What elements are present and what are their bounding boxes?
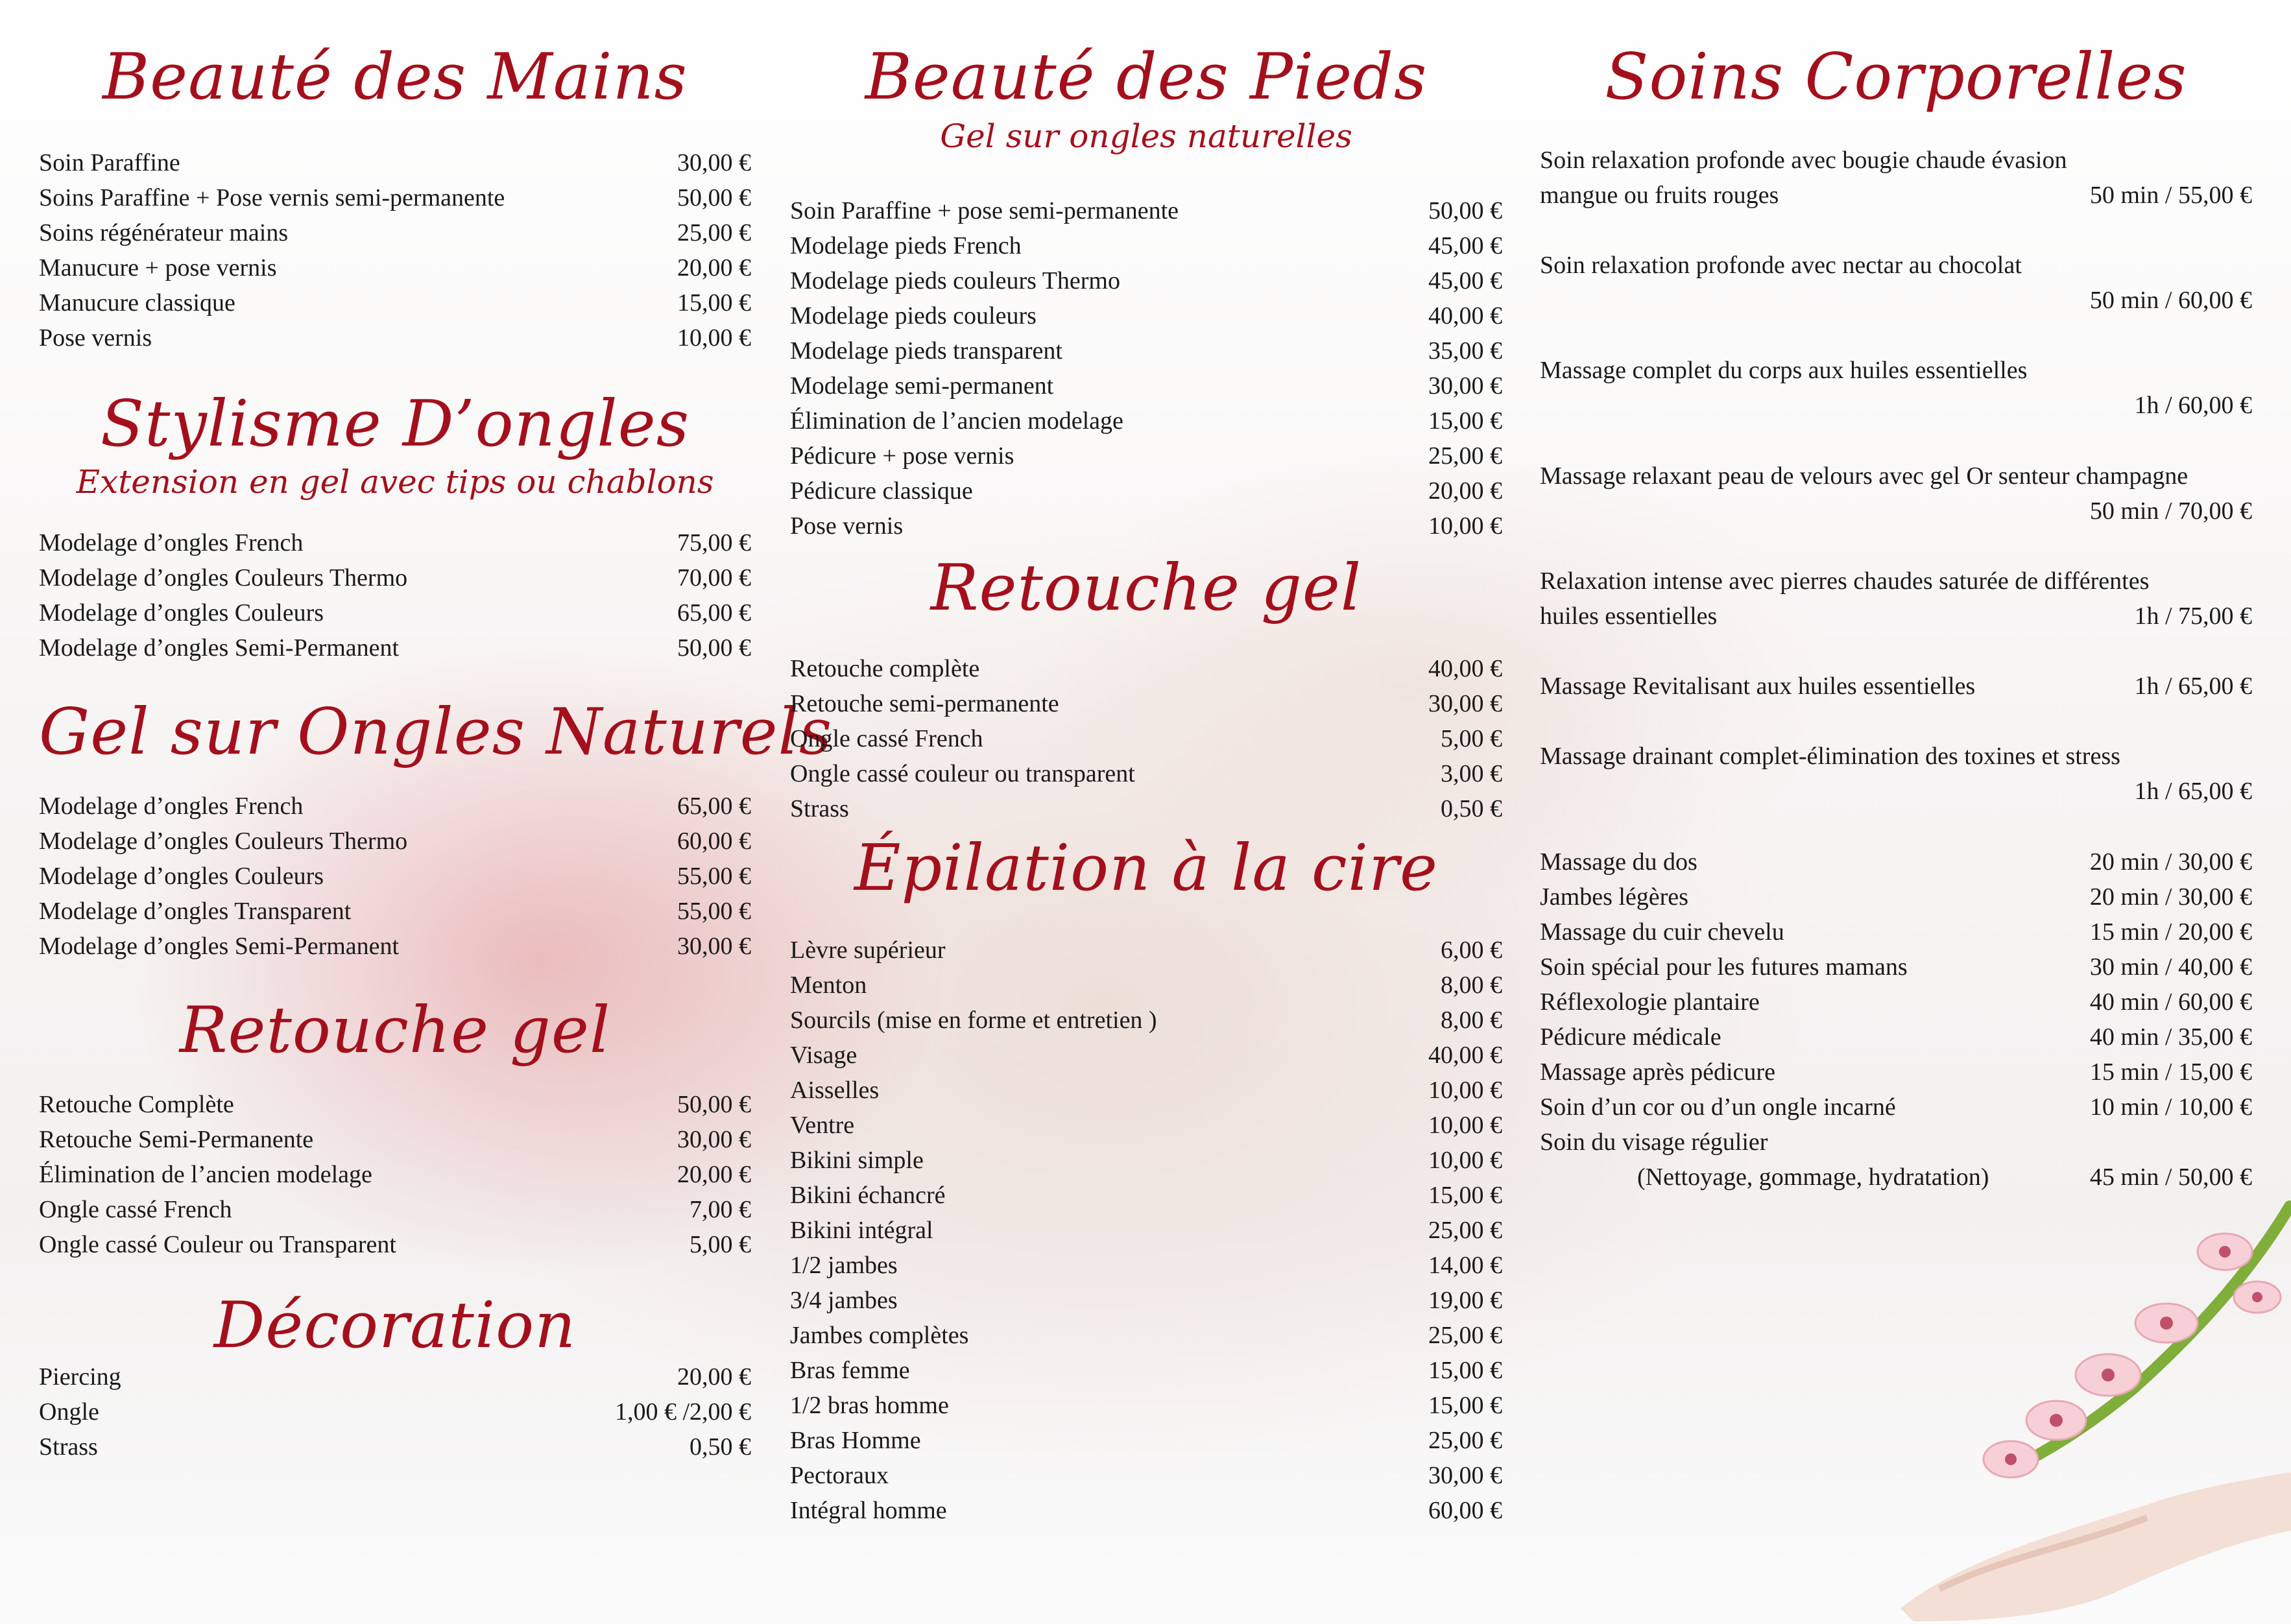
service-label: Jambes légères xyxy=(1540,883,1688,911)
service-price: 20,00 € xyxy=(677,1363,751,1391)
price-row xyxy=(790,1353,1502,1388)
price-row xyxy=(790,333,1502,368)
service-price: 30 min / 40,00 € xyxy=(2089,953,2252,981)
price-row xyxy=(1540,985,2252,1020)
service-label: Modelage d’ongles French xyxy=(39,793,304,820)
price-row xyxy=(1540,844,2252,879)
service-price: 15,00 € xyxy=(1428,1392,1502,1419)
service-price: 40,00 € xyxy=(1428,655,1502,682)
section-subtitle-pieds: Gel sur ongles naturelles xyxy=(940,117,1352,155)
section-title-retouche: Retouche gel xyxy=(179,994,611,1068)
service-price: 20,00 € xyxy=(1428,477,1502,505)
service-price: 40,00 € xyxy=(1428,1042,1502,1069)
service-price: 1h / 75,00 € xyxy=(2134,603,2252,630)
service-entry xyxy=(1540,353,2252,423)
price-row xyxy=(39,145,751,180)
service-label: Modelage d’ongles Transparent xyxy=(39,898,352,925)
service-label: Visage xyxy=(790,1042,858,1069)
service-price: 10,00 € xyxy=(1428,1077,1502,1104)
service-price: 1h / 65,00 € xyxy=(2134,778,2252,805)
price-row xyxy=(790,651,1502,686)
price-row xyxy=(790,1143,1502,1178)
price-row xyxy=(39,525,751,560)
service-label: Ventre xyxy=(790,1112,855,1139)
price-row xyxy=(790,686,1502,721)
service-label: 1/2 bras homme xyxy=(790,1392,949,1419)
list-decoration xyxy=(39,1359,751,1464)
service-price: 20,00 € xyxy=(677,1161,751,1188)
service-label: Massage après pédicure xyxy=(1540,1058,1775,1086)
service-label: Soins Paraffine + Pose vernis semi-permanente xyxy=(39,184,505,211)
service-price: 50,00 € xyxy=(677,634,751,662)
price-row xyxy=(790,298,1502,333)
service-price: 25,00 € xyxy=(1428,1322,1502,1349)
price-row xyxy=(790,791,1502,826)
service-label-cont: (Nettoyage, gommage, hydratation) xyxy=(1637,1164,1989,1191)
service-entry xyxy=(1540,248,2252,318)
price-row xyxy=(39,250,751,285)
service-price: 55,00 € xyxy=(677,863,751,890)
service-label: 1/2 jambes xyxy=(790,1252,898,1279)
price-row xyxy=(790,1213,1502,1248)
list-gel xyxy=(39,789,751,964)
price-row xyxy=(790,403,1502,438)
service-entry xyxy=(1540,143,2252,213)
service-label: Soin relaxation profonde avec bougie chaude évasion xyxy=(1540,147,2067,174)
service-label: Élimination de l’ancien modelage xyxy=(39,1161,372,1188)
service-label: Retouche semi-permanente xyxy=(790,690,1059,717)
service-price: 45,00 € xyxy=(1428,232,1502,259)
service-price: 15 min / 20,00 € xyxy=(2089,918,2252,946)
service-label: Élimination de l’ancien modelage xyxy=(790,407,1123,435)
price-row xyxy=(39,1394,751,1429)
price-row xyxy=(790,473,1502,508)
price-row xyxy=(39,1429,751,1464)
price-row xyxy=(1540,914,2252,949)
service-price: 3,00 € xyxy=(1441,760,1502,787)
service-price: 15,00 € xyxy=(1428,1182,1502,1209)
service-price: 60,00 € xyxy=(677,828,751,855)
service-label: Soin Paraffine + pose semi-permanente xyxy=(790,197,1179,224)
service-label: Ongle cassé couleur ou transparent xyxy=(790,760,1135,787)
service-price: 50,00 € xyxy=(677,184,751,211)
service-price: 75,00 € xyxy=(677,529,751,556)
section-title-soins: Soins Corporelles xyxy=(1605,40,2187,114)
service-label: Aisselles xyxy=(790,1077,880,1104)
service-price: 30,00 € xyxy=(1428,1462,1502,1489)
service-price: 40,00 € xyxy=(1428,302,1502,329)
service-price: 50,00 € xyxy=(1428,197,1502,224)
service-price: 45 min / 50,00 € xyxy=(2089,1164,2252,1191)
price-row xyxy=(1540,1055,2252,1090)
service-label: Modelage pieds couleurs Thermo xyxy=(790,267,1120,294)
service-price: 30,00 € xyxy=(677,933,751,960)
service-label-cont: mangue ou fruits rouges xyxy=(1540,182,1779,209)
service-price: 10 min / 10,00 € xyxy=(2089,1093,2252,1121)
service-price: 15,00 € xyxy=(1428,1357,1502,1384)
orchid-hand-illustration xyxy=(1862,1193,2291,1621)
price-row xyxy=(39,560,751,595)
service-price: 1,00 € /2,00 € xyxy=(614,1398,751,1426)
service-price: 50,00 € xyxy=(677,1091,751,1118)
service-label: Lèvre supérieur xyxy=(790,937,946,964)
price-row xyxy=(790,1283,1502,1318)
service-entry xyxy=(1540,564,2252,634)
price-row xyxy=(39,824,751,859)
service-price: 40 min / 60,00 € xyxy=(2089,988,2252,1016)
price-row xyxy=(39,1157,751,1192)
price-row xyxy=(790,1423,1502,1458)
price-row xyxy=(790,193,1502,228)
price-row xyxy=(1540,1090,2252,1125)
service-price: 0,50 € xyxy=(690,1433,751,1461)
price-row xyxy=(790,1318,1502,1353)
service-entry xyxy=(1540,739,2252,809)
section-title-epilation: Épilation à la cire xyxy=(854,831,1438,905)
price-row xyxy=(39,1227,751,1262)
price-row xyxy=(39,285,751,320)
service-label: Pose vernis xyxy=(790,512,904,540)
service-price: 20 min / 30,00 € xyxy=(2089,848,2252,876)
price-row xyxy=(39,630,751,665)
price-row xyxy=(39,894,751,929)
section-title-gel: Gel sur Ongles Naturels xyxy=(39,695,833,769)
service-price: 15 min / 15,00 € xyxy=(2089,1058,2252,1086)
price-row xyxy=(39,215,751,250)
list-pieds xyxy=(790,193,1502,543)
price-row xyxy=(790,1003,1502,1038)
service-label: Modelage pieds transparent xyxy=(790,337,1062,364)
service-label: Modelage d’ongles French xyxy=(39,529,304,556)
service-label: Jambes complètes xyxy=(790,1322,969,1349)
service-price: 50 min / 70,00 € xyxy=(2089,497,2252,525)
service-price: 15,00 € xyxy=(677,289,751,316)
service-label: Strass xyxy=(790,795,849,822)
service-label: Soin Paraffine xyxy=(39,149,180,176)
service-price: 10,00 € xyxy=(677,324,751,352)
service-label: Modelage d’ongles Couleurs xyxy=(39,863,324,890)
service-label: 3/4 jambes xyxy=(790,1287,898,1314)
service-price: 25,00 € xyxy=(677,219,751,246)
service-price: 65,00 € xyxy=(677,599,751,627)
service-price: 25,00 € xyxy=(1428,1217,1502,1244)
service-label: Manucure + pose vernis xyxy=(39,254,277,281)
service-label: Modelage semi-permanent xyxy=(790,372,1054,400)
service-label: Bikini intégral xyxy=(790,1217,933,1244)
service-label: Modelage d’ongles Semi-Permanent xyxy=(39,634,400,662)
service-label: Ongle cassé French xyxy=(790,725,983,752)
price-row xyxy=(39,1192,751,1227)
service-label: Ongle cassé Couleur ou Transparent xyxy=(39,1231,396,1258)
service-label: Massage relaxant peau de velours avec gel Or senteur champagne xyxy=(1540,462,2189,490)
service-price: 10,00 € xyxy=(1428,512,1502,540)
service-label: Massage du dos xyxy=(1540,848,1697,876)
service-price: 25,00 € xyxy=(1428,442,1502,470)
service-label-cont: huiles essentielles xyxy=(1540,603,1718,630)
price-row xyxy=(39,929,751,964)
service-price: 0,50 € xyxy=(1441,795,1502,822)
service-label: Manucure classique xyxy=(39,289,235,316)
price-row xyxy=(790,438,1502,473)
price-row xyxy=(39,1359,751,1394)
price-row xyxy=(39,859,751,894)
service-price: 40 min / 35,00 € xyxy=(2089,1023,2252,1051)
service-price: 30,00 € xyxy=(1428,372,1502,400)
service-label: Modelage pieds couleurs xyxy=(790,302,1037,329)
price-row xyxy=(39,789,751,824)
section-title-stylisme: Stylisme D’ongles xyxy=(100,387,690,461)
service-price: 30,00 € xyxy=(677,149,751,176)
price-row xyxy=(790,1073,1502,1108)
service-label: Piercing xyxy=(39,1363,121,1391)
service-label: Massage drainant complet-élimination des toxines et stress xyxy=(1540,743,2120,770)
service-price: 5,00 € xyxy=(1441,725,1502,752)
service-price: 20,00 € xyxy=(677,254,751,281)
service-label: Bras Homme xyxy=(790,1427,921,1454)
service-label: Bikini échancré xyxy=(790,1182,946,1209)
price-row xyxy=(790,933,1502,968)
list-mains xyxy=(39,145,751,355)
service-label: Intégral homme xyxy=(790,1497,947,1524)
price-row xyxy=(790,756,1502,791)
list-epilation xyxy=(790,933,1502,1528)
service-label: Menton xyxy=(790,972,867,999)
section-title-decoration: Décoration xyxy=(213,1289,577,1363)
service-label: Pédicure classique xyxy=(790,477,973,505)
list-retouche xyxy=(39,1087,751,1262)
service-price: 8,00 € xyxy=(1441,1007,1502,1034)
price-row xyxy=(39,595,751,630)
section-title-mains: Beauté des Mains xyxy=(102,40,688,114)
service-label: Bikini simple xyxy=(790,1147,924,1174)
service-label: Pose vernis xyxy=(39,324,152,352)
service-price: 6,00 € xyxy=(1441,937,1502,964)
price-row xyxy=(790,1388,1502,1423)
price-row xyxy=(790,1108,1502,1143)
price-row xyxy=(790,228,1502,263)
service-price: 65,00 € xyxy=(677,793,751,820)
service-label: Massage du cuir chevelu xyxy=(1540,918,1784,946)
price-row xyxy=(790,968,1502,1003)
section-title-retouche-pieds: Retouche gel xyxy=(930,551,1362,625)
service-price: 14,00 € xyxy=(1428,1252,1502,1279)
price-row xyxy=(1540,949,2252,985)
price-row xyxy=(1540,1020,2252,1055)
service-label: Strass xyxy=(39,1433,98,1461)
service-label: Modelage d’ongles Semi-Permanent xyxy=(39,933,400,960)
service-label: Bras femme xyxy=(790,1357,910,1384)
service-label: Modelage d’ongles Couleurs xyxy=(39,599,324,627)
price-row xyxy=(790,1458,1502,1493)
service-label: Retouche complète xyxy=(790,655,980,682)
service-label: Massage Revitalisant aux huiles essentielles xyxy=(1540,673,1976,700)
service-price: 10,00 € xyxy=(1428,1112,1502,1139)
service-price: 45,00 € xyxy=(1428,267,1502,294)
service-label: Pédicure médicale xyxy=(1540,1023,1721,1051)
list-stylisme xyxy=(39,525,751,665)
service-label: Modelage pieds French xyxy=(790,232,1022,259)
service-price: 19,00 € xyxy=(1428,1287,1502,1314)
service-label: Relaxation intense avec pierres chaudes saturée de différentes xyxy=(1540,567,2150,595)
price-row xyxy=(790,508,1502,543)
service-label: Ongle cassé French xyxy=(39,1196,232,1223)
price-row xyxy=(790,1248,1502,1283)
service-label: Pectoraux xyxy=(790,1462,889,1489)
service-label: Soin du visage régulier xyxy=(1540,1128,1768,1156)
service-price: 30,00 € xyxy=(1428,690,1502,717)
service-label: Soins régénérateur mains xyxy=(39,219,289,246)
service-label: Soin spécial pour les futures mamans xyxy=(1540,953,1908,981)
service-price: 1h / 60,00 € xyxy=(2134,392,2252,419)
service-price: 35,00 € xyxy=(1428,337,1502,364)
service-label: Modelage d’ongles Couleurs Thermo xyxy=(39,828,408,855)
list-retouche-pieds xyxy=(790,651,1502,826)
service-label: Retouche Semi-Permanente xyxy=(39,1126,314,1153)
service-price: 5,00 € xyxy=(690,1231,751,1258)
service-label: Retouche Complète xyxy=(39,1091,234,1118)
service-label: Modelage d’ongles Couleurs Thermo xyxy=(39,564,408,591)
service-price: 8,00 € xyxy=(1441,972,1502,999)
service-entry xyxy=(1540,1125,2252,1195)
service-label: Soin d’un cor ou d’un ongle incarné xyxy=(1540,1093,1896,1121)
price-row xyxy=(790,721,1502,756)
service-label: Pédicure + pose vernis xyxy=(790,442,1014,470)
service-price: 50 min / 55,00 € xyxy=(2089,182,2252,209)
service-price: 1h / 65,00 € xyxy=(2134,673,2252,700)
section-title-pieds: Beauté des Pieds xyxy=(865,40,1428,114)
price-row xyxy=(790,263,1502,298)
service-label: Sourcils (mise en forme et entretien ) xyxy=(790,1007,1157,1034)
price-row xyxy=(790,368,1502,403)
service-entry xyxy=(1540,459,2252,529)
price-row xyxy=(790,1493,1502,1528)
service-price: 30,00 € xyxy=(677,1126,751,1153)
price-row xyxy=(39,320,751,355)
price-row xyxy=(790,1038,1502,1073)
service-price: 20 min / 30,00 € xyxy=(2089,883,2252,911)
section-subtitle-stylisme: Extension en gel avec tips ou chablons xyxy=(76,463,714,501)
price-row xyxy=(39,180,751,215)
service-label: Réflexologie plantaire xyxy=(1540,988,1760,1016)
service-price: 15,00 € xyxy=(1428,407,1502,435)
service-label: Massage complet du corps aux huiles essentielles xyxy=(1540,357,2028,384)
price-row xyxy=(39,1122,751,1157)
service-price: 70,00 € xyxy=(677,564,751,591)
service-price: 25,00 € xyxy=(1428,1427,1502,1454)
service-label: Ongle xyxy=(39,1398,99,1426)
price-row xyxy=(1540,879,2252,914)
service-price: 60,00 € xyxy=(1428,1497,1502,1524)
price-row xyxy=(39,1087,751,1122)
service-price: 7,00 € xyxy=(690,1196,751,1223)
service-price: 55,00 € xyxy=(677,898,751,925)
list-short-treatments xyxy=(1540,844,2252,1125)
service-price: 50 min / 60,00 € xyxy=(2089,287,2252,314)
service-entry xyxy=(1540,669,2252,704)
price-row xyxy=(790,1178,1502,1213)
service-label: Soin relaxation profonde avec nectar au chocolat xyxy=(1540,252,2022,279)
service-price: 10,00 € xyxy=(1428,1147,1502,1174)
